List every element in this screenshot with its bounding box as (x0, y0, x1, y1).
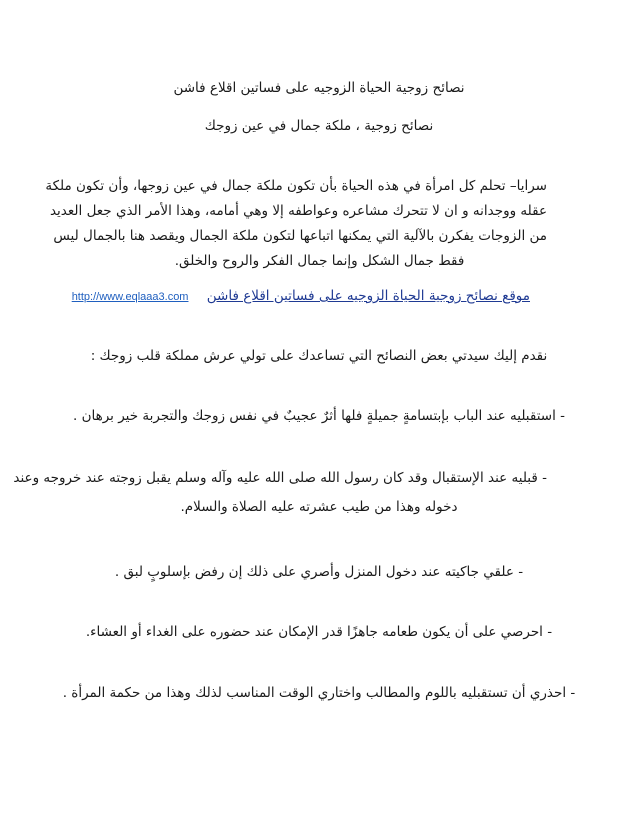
source-url-link[interactable]: http://www.eqlaaa3.com (71, 291, 189, 303)
document-title: نصائح زوجية الحياة الزوجيه على فساتين اقلاع فاشن (173, 80, 465, 96)
tip-item: - علقي جاكيته عند دخول المنزل وأصري على ذلك إن رفض بإسلوبٍ لبق . (114, 564, 524, 580)
tip-item: - احذري أن تستقبليه باللوم والمطالب واختاري الوقت المناسب لذلك وهذا من حكمة المرأة . (62, 685, 576, 701)
lead-text: نقدم إليك سيدتي بعض النصائح التي تساعدك على تولي عرش مملكة قلب زوجك : (90, 348, 548, 364)
tip-item-continued: دخوله وهذا من طيب عشرته عليه الصلاة والسلام. (180, 499, 458, 515)
source-link-row (71, 288, 530, 304)
document-subtitle: نصائح زوجية ، ملكة جمال في عين زوجك (204, 118, 434, 134)
source-site-link[interactable]: موقع نصائح زوجية الحياة الزوجيه على فساتين اقلاع فاشن (206, 288, 530, 304)
intro-line: عقله ووجدانه و ان لا تتحرك مشاعره وعواطفه إلا وهي أمامه، وهذا الأمر الذي جعل العديد (49, 203, 547, 219)
tip-item: - قبليه عند الإستقبال وقد كان رسول الله صلى الله عليه وآله وسلم يقبل زوجته عند خروجه وعند (13, 470, 547, 486)
tip-item: - احرصي على أن يكون طعامه جاهزًا قدر الإمكان عند حضوره على الغداء أو العشاء. (85, 624, 553, 640)
tip-item: - استقبليه عند الباب بإبتسامةٍ جميلةٍ فلها أثرٌ عجيبٌ في نفس زوجك والتجربة خير برهان . (73, 408, 565, 424)
intro-line: فقط جمال الشكل وإنما جمال الفكر والروح والخلق. (174, 253, 465, 269)
intro-line: سرايا– تحلم كل امرأة في هذه الحياة بأن تكون ملكة جمال في عين زوجها، وأن تكون ملكة (45, 178, 547, 194)
intro-line: من الزوجات يفكرن بالآلية التي يمكنها اتباعها لتكون ملكة الجمال ويقصد هنا بالجمال ليس (53, 228, 547, 244)
